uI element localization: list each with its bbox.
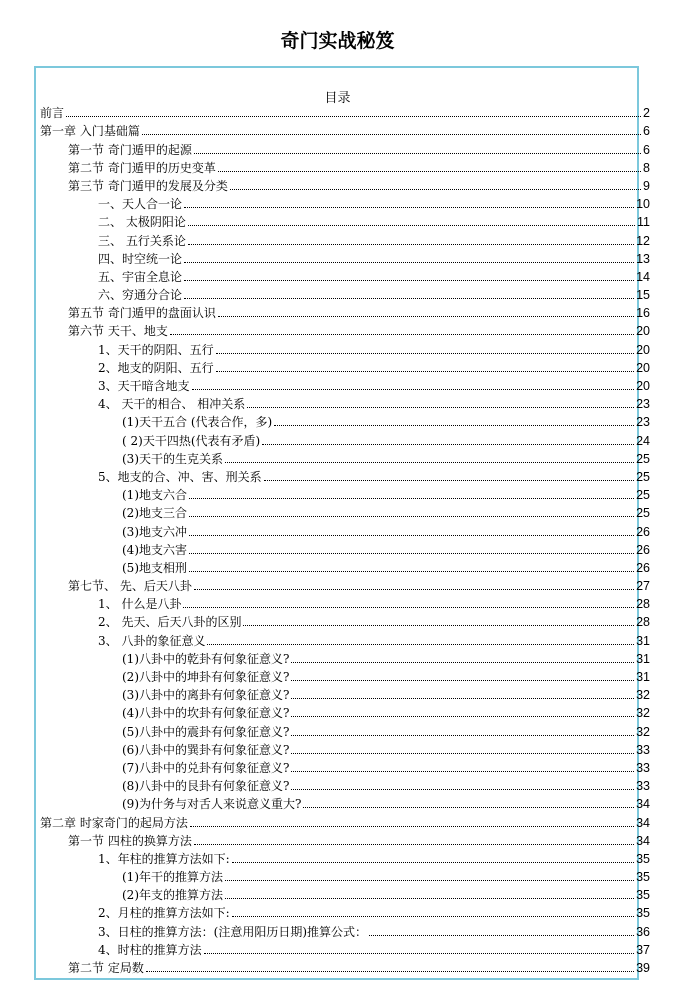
- toc-entry[interactable]: [40, 394, 650, 412]
- toc-dot-leader: [170, 334, 634, 335]
- toc-entry-title: (4)八卦中的坎卦有何象征意义?: [122, 706, 290, 721]
- toc-dot-leader: [218, 316, 634, 317]
- toc-entry-title: (3)八卦中的离卦有何象征意义?: [122, 688, 290, 703]
- toc-entry-title: (6)八卦中的巽卦有何象征意义?: [122, 742, 290, 757]
- toc-entry[interactable]: [40, 831, 650, 849]
- toc-dot-leader: [189, 498, 634, 499]
- toc-entry[interactable]: [40, 667, 650, 685]
- toc-entry[interactable]: [40, 921, 650, 939]
- toc-entry[interactable]: [40, 758, 650, 776]
- toc-dot-leader: [225, 462, 634, 463]
- toc-entry[interactable]: [40, 867, 650, 885]
- toc-entry[interactable]: [40, 285, 650, 303]
- toc-entry-title: 1、天干的阴阳、五行: [98, 342, 214, 357]
- toc-dot-leader: [190, 826, 634, 827]
- toc-entry-page: 8: [643, 160, 650, 175]
- toc-dot-leader: [194, 589, 634, 590]
- toc-entry-title: 1、 什么是八卦: [98, 597, 182, 612]
- toc-entry[interactable]: [40, 958, 650, 976]
- toc-entry-page: 31: [636, 651, 650, 666]
- toc-entry[interactable]: [40, 721, 650, 739]
- toc-entry[interactable]: [40, 358, 650, 376]
- toc-dot-leader: [204, 953, 634, 954]
- toc-entry-title: 2、月柱的推算方法如下:: [98, 906, 230, 921]
- toc-dot-leader: [291, 753, 634, 754]
- toc-entry-page: 6: [643, 142, 650, 157]
- toc-entry[interactable]: [40, 740, 650, 758]
- table-of-contents: [40, 103, 650, 976]
- toc-entry[interactable]: [40, 685, 650, 703]
- toc-entry[interactable]: [40, 194, 650, 212]
- toc-entry-title: (5)地支相刑: [122, 560, 187, 575]
- toc-entry-page: 2: [643, 106, 650, 121]
- toc-dot-leader: [207, 644, 634, 645]
- toc-entry[interactable]: [40, 703, 650, 721]
- toc-entry-page: 35: [636, 851, 650, 866]
- toc-dot-leader: [194, 844, 634, 845]
- toc-dot-leader: [194, 153, 641, 154]
- toc-entry[interactable]: [40, 849, 650, 867]
- toc-dot-leader: [232, 862, 634, 863]
- toc-entry-page: 35: [636, 888, 650, 903]
- toc-entry[interactable]: [40, 412, 650, 430]
- toc-entry-title: (3)地支六冲: [122, 524, 187, 539]
- toc-entry[interactable]: [40, 940, 650, 958]
- toc-entry-page: 37: [636, 942, 650, 957]
- toc-entry-page: 20: [636, 360, 650, 375]
- toc-dot-leader: [192, 389, 634, 390]
- toc-entry-page: 25: [636, 506, 650, 521]
- toc-entry-title: 第二章 时家奇门的起局方法: [40, 815, 188, 830]
- toc-entry[interactable]: [40, 449, 650, 467]
- toc-entry-title: 第六节 天干、地支: [68, 324, 168, 339]
- toc-dot-leader: [225, 880, 634, 881]
- toc-entry-page: 23: [636, 415, 650, 430]
- toc-entry-page: 33: [636, 760, 650, 775]
- toc-entry-title: 二、 太极阴阳论: [98, 215, 186, 230]
- toc-entry-title: (1)地支六合: [122, 488, 187, 503]
- toc-dot-leader: [303, 807, 634, 808]
- toc-entry-title: 5、地支的合、冲、害、刑关系: [98, 469, 262, 484]
- toc-entry-title: (2)年支的推算方法: [122, 888, 223, 903]
- toc-dot-leader: [66, 116, 641, 117]
- toc-entry-page: 34: [636, 815, 650, 830]
- toc-entry-page: 13: [636, 251, 650, 266]
- toc-entry-page: 25: [636, 451, 650, 466]
- toc-dot-leader: [247, 407, 634, 408]
- toc-dot-leader: [274, 425, 634, 426]
- toc-entry-page: 25: [636, 469, 650, 484]
- toc-entry[interactable]: [40, 594, 650, 612]
- toc-entry[interactable]: [40, 630, 650, 648]
- toc-entry-page: 24: [636, 433, 650, 448]
- toc-dot-leader: [183, 607, 634, 608]
- toc-entry-title: 2、 先天、后天八卦的区别: [98, 615, 242, 630]
- toc-entry[interactable]: [40, 812, 650, 830]
- toc-entry[interactable]: [40, 339, 650, 357]
- toc-entry[interactable]: [40, 376, 650, 394]
- toc-entry-title: (9)为什务与对舌人来说意义重大?: [122, 797, 302, 812]
- toc-entry-title: 3、 八卦的象征意义: [98, 633, 206, 648]
- toc-entry[interactable]: [40, 794, 650, 812]
- toc-entry-page: 35: [636, 906, 650, 921]
- toc-entry-title: 第一章 入门基础篇: [40, 124, 140, 139]
- toc-entry-page: 33: [636, 779, 650, 794]
- toc-entry-title: (2)地支三合: [122, 506, 187, 521]
- toc-entry-title: 六、穷通分合论: [98, 288, 183, 303]
- toc-entry-title: 第七节、 先、后天八卦: [68, 579, 192, 594]
- toc-entry-title: (7)八卦中的兑卦有何象征意义?: [122, 760, 290, 775]
- toc-entry-title: 4、时柱的推算方法: [98, 942, 202, 957]
- toc-entry-page: 6: [643, 124, 650, 139]
- toc-entry-title: 三、 五行关系论: [98, 233, 186, 248]
- toc-entry[interactable]: [40, 649, 650, 667]
- toc-dot-leader: [264, 480, 634, 481]
- toc-entry-page: 33: [636, 742, 650, 757]
- toc-dot-leader: [184, 280, 634, 281]
- toc-dot-leader: [184, 262, 634, 263]
- toc-entry-title: 3、天干暗含地支: [98, 379, 190, 393]
- toc-dot-leader: [291, 735, 634, 736]
- toc-entry[interactable]: [40, 903, 650, 921]
- toc-entry-title: (3)天干的生克关系: [122, 451, 223, 466]
- toc-dot-leader: [216, 353, 634, 354]
- toc-dot-leader: [146, 971, 634, 972]
- toc-entry-title: 第一节 奇门遁甲的起源: [68, 142, 192, 157]
- toc-entry[interactable]: [40, 885, 650, 903]
- toc-entry-page: 20: [636, 324, 650, 339]
- toc-entry-title: ( 2)天干四热(代表有矛盾): [122, 433, 261, 448]
- toc-entry-title: 4、 天干的相合、 相冲关系: [98, 397, 246, 412]
- toc-dot-leader: [369, 935, 634, 936]
- toc-dot-leader: [188, 244, 634, 245]
- toc-entry[interactable]: [40, 321, 650, 339]
- toc-entry-page: 34: [636, 797, 650, 812]
- toc-entry-page: 14: [636, 269, 650, 284]
- toc-entry-page: 31: [636, 670, 650, 684]
- toc-entry-page: 32: [636, 706, 650, 721]
- document-title: 奇门实战秘笈: [280, 30, 395, 52]
- toc-entry[interactable]: [40, 267, 650, 285]
- toc-entry-page: 35: [636, 870, 650, 885]
- toc-entry-page: 28: [636, 615, 650, 630]
- toc-dot-leader: [291, 662, 634, 663]
- toc-dot-leader: [184, 298, 634, 299]
- toc-entry-title: (1)八卦中的乾卦有何象征意义?: [122, 651, 290, 666]
- toc-dot-leader: [189, 571, 634, 572]
- toc-entry-title: 第二节 定局数: [68, 961, 144, 975]
- toc-entry[interactable]: [40, 139, 650, 157]
- toc-dot-leader: [216, 371, 634, 372]
- toc-entry[interactable]: [40, 430, 650, 448]
- toc-dot-leader: [188, 225, 635, 226]
- toc-dot-leader: [243, 625, 634, 626]
- toc-entry-page: 15: [636, 288, 650, 303]
- toc-entry-page: 28: [636, 597, 650, 612]
- toc-heading: 目录: [324, 91, 351, 106]
- toc-entry-page: 16: [636, 306, 650, 321]
- toc-entry-title: (1)天干五合 (代表合作，多): [122, 415, 273, 430]
- toc-entry[interactable]: [40, 521, 650, 539]
- toc-dot-leader: [262, 444, 634, 445]
- toc-entry-page: 11: [637, 215, 650, 230]
- toc-entry-title: 第一节 四柱的换算方法: [68, 833, 192, 848]
- toc-dot-leader: [142, 134, 641, 135]
- toc-entry[interactable]: [40, 249, 650, 267]
- toc-entry-page: 25: [636, 488, 650, 503]
- toc-entry-title: 1、年柱的推算方法如下:: [98, 851, 230, 866]
- toc-entry[interactable]: [40, 467, 650, 485]
- toc-entry-title: 一、天人合一论: [98, 197, 183, 212]
- toc-entry-page: 36: [636, 924, 650, 939]
- toc-entry-title: 3、日柱的推算方法：(注意用阳历日期)推算公式：: [98, 924, 367, 939]
- toc-entry-title: 四、时空统一论: [98, 251, 183, 266]
- toc-entry-title: 2、地支的阴阳、五行: [98, 360, 214, 375]
- toc-dot-leader: [232, 916, 634, 917]
- toc-entry-title: 前言: [40, 106, 65, 121]
- toc-entry[interactable]: [40, 503, 650, 521]
- toc-entry[interactable]: [40, 776, 650, 794]
- toc-entry[interactable]: [40, 121, 650, 139]
- toc-entry-title: 第二节 奇门遁甲的历史变革: [68, 160, 216, 175]
- toc-entry-page: 9: [643, 178, 650, 193]
- toc-entry-page: 12: [636, 233, 650, 248]
- toc-entry-title: (8)八卦中的艮卦有何象征意义?: [122, 779, 290, 794]
- toc-entry-title: 五、宇宙全息论: [98, 269, 183, 284]
- toc-dot-leader: [218, 171, 641, 172]
- toc-dot-leader: [225, 898, 634, 899]
- toc-entry[interactable]: [40, 230, 650, 248]
- toc-entry[interactable]: [40, 612, 650, 630]
- toc-entry-page: 32: [636, 724, 650, 739]
- toc-dot-leader: [189, 516, 634, 517]
- toc-dot-leader: [291, 771, 634, 772]
- toc-dot-leader: [184, 207, 634, 208]
- toc-entry[interactable]: [40, 303, 650, 321]
- toc-entry[interactable]: [40, 540, 650, 558]
- toc-entry-page: 34: [636, 833, 650, 848]
- toc-dot-leader: [230, 189, 641, 190]
- toc-dot-leader: [291, 716, 634, 717]
- toc-entry-page: 32: [636, 688, 650, 703]
- toc-dot-leader: [189, 553, 634, 554]
- toc-entry-page: 26: [636, 524, 650, 539]
- toc-dot-leader: [189, 535, 634, 536]
- toc-entry-page: 20: [636, 379, 650, 393]
- toc-entry-title: 第三节 奇门遁甲的发展及分类: [68, 178, 228, 193]
- toc-entry-title: (1)年干的推算方法: [122, 870, 223, 885]
- toc-entry[interactable]: [40, 558, 650, 576]
- toc-dot-leader: [291, 698, 634, 699]
- toc-entry-page: 20: [636, 342, 650, 357]
- toc-entry-title: 第五节 奇门遁甲的盘面认识: [68, 306, 216, 321]
- toc-entry[interactable]: [40, 485, 650, 503]
- toc-dot-leader: [291, 789, 634, 790]
- toc-entry-page: 10: [636, 197, 650, 212]
- toc-entry[interactable]: [40, 158, 650, 176]
- toc-entry[interactable]: [40, 176, 650, 194]
- toc-dot-leader: [291, 680, 634, 681]
- toc-entry-page: 23: [636, 397, 650, 412]
- toc-entry[interactable]: [40, 103, 650, 121]
- toc-entry-page: 27: [636, 579, 650, 594]
- toc-entry-page: 31: [636, 633, 650, 648]
- toc-entry[interactable]: [40, 576, 650, 594]
- toc-entry-page: 26: [636, 560, 650, 575]
- toc-entry-page: 39: [636, 961, 650, 975]
- toc-entry-page: 26: [636, 542, 650, 557]
- toc-entry[interactable]: [40, 212, 650, 230]
- toc-entry-title: (4)地支六害: [122, 542, 187, 557]
- toc-entry-title: (2)八卦中的坤卦有何象征意义?: [122, 670, 290, 684]
- toc-entry-title: (5)八卦中的震卦有何象征意义?: [122, 724, 290, 739]
